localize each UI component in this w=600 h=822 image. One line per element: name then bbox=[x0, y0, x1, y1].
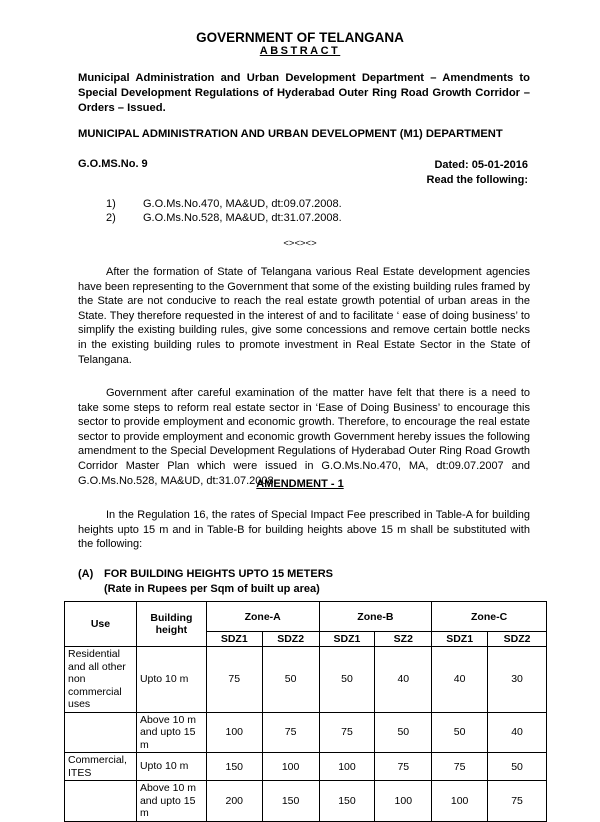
table-row bbox=[65, 781, 547, 822]
rate-cell: 100 bbox=[432, 781, 488, 822]
paragraph-text: In the Regulation 16, the rates of Special Impact Fee prescribed in Table-A for building heights upto 15 m and in Table-B for building heights above 15 m shall be substituted with the following: bbox=[78, 509, 530, 551]
rate-cell: 50 bbox=[432, 712, 488, 753]
rate-cell: 75 bbox=[432, 753, 488, 781]
table-row bbox=[65, 647, 547, 713]
paragraph-1 bbox=[78, 265, 530, 367]
rate-cell: 40 bbox=[432, 647, 488, 713]
table-row bbox=[65, 753, 547, 781]
paragraph-3 bbox=[78, 508, 530, 552]
rate-cell: 100 bbox=[319, 753, 375, 781]
height-cell: Above 10 m and upto 15 m bbox=[136, 781, 206, 822]
use-cell: Residential and all other non commercial uses bbox=[65, 647, 137, 713]
rate-cell: 50 bbox=[488, 753, 547, 781]
department-heading: MUNICIPAL ADMINISTRATION AND URBAN DEVELOPMENT (M1) DEPARTMENT bbox=[78, 128, 503, 140]
read-following: Read the following: bbox=[426, 174, 528, 186]
page-title: GOVERNMENT OF TELANGANA bbox=[196, 30, 404, 45]
reference-number: 2) bbox=[106, 212, 116, 224]
order-number: G.O.MS.No. 9 bbox=[78, 158, 148, 170]
rate-cell: 200 bbox=[206, 781, 262, 822]
header-building-height: Building height bbox=[136, 602, 206, 647]
paragraph-text: After the formation of State of Telangana various Real Estate development agencies have been representing to the Government that some of the existing building rules framed by the State are not conducive to reach the real estate growth potential of urban areas in the State. They therefore requested in the interest of and to facilitate ‘ ease of doing business’ to simplify the existing building rules, give some concessions and remove certain bottle necks in the existing building rules to promote investment in Real Estate Sector in the State of Telangana. bbox=[78, 266, 530, 366]
rate-cell: 50 bbox=[319, 647, 375, 713]
reference-number: 1) bbox=[106, 198, 116, 210]
rate-cell: 40 bbox=[375, 647, 432, 713]
reference-item bbox=[106, 211, 342, 225]
section-subtitle: (Rate in Rupees per Sqm of built up area) bbox=[104, 583, 320, 595]
subheader-cell: SDZ1 bbox=[206, 632, 262, 647]
rate-cell: 40 bbox=[488, 712, 547, 753]
rate-cell: 30 bbox=[488, 647, 547, 713]
rate-cell: 75 bbox=[262, 712, 319, 753]
reference-item bbox=[106, 197, 342, 211]
subheader-cell: SZ2 bbox=[375, 632, 432, 647]
subheader-cell: SDZ2 bbox=[262, 632, 319, 647]
rate-cell: 50 bbox=[375, 712, 432, 753]
header-zone-c: Zone-C bbox=[432, 602, 547, 632]
special-impact-fee-table bbox=[64, 601, 547, 822]
rate-cell: 100 bbox=[206, 712, 262, 753]
reference-text: G.O.Ms.No.470, MA&UD, dt:09.07.2008. bbox=[143, 198, 342, 210]
reference-list bbox=[106, 197, 342, 225]
reference-text: G.O.Ms.No.528, MA&UD, dt:31.07.2008. bbox=[143, 212, 342, 224]
header-zone-b: Zone-B bbox=[319, 602, 432, 632]
order-date: Dated: 05-01-2016 bbox=[434, 159, 528, 171]
rate-cell: 100 bbox=[262, 753, 319, 781]
header-use: Use bbox=[65, 602, 137, 647]
height-cell: Above 10 m and upto 15 m bbox=[136, 712, 206, 753]
table-header-row bbox=[65, 602, 547, 632]
paragraph-2 bbox=[78, 386, 530, 488]
order-subject: Municipal Administration and Urban Development Department – Amendments to Special Development Regulations of Hyderabad Outer Ring Road Growth Corridor – Orders – Issued. bbox=[78, 72, 530, 114]
paragraph-text: Government after careful examination of the matter have felt that there is a need to take some steps to reform real estate sector in ‘Ease of Doing Business’ to encourage this sector to provide employment and economic growth. Therefore, to encourage the real estate sector to provide employment and economic growth Government hereby issues the following amendment to the Special Development Regulations of Hyderabad Outer Ring Road Growth Corridor Master Plan which were issued in G.O.Ms.No.470, MA, dt:09.07.2007 and G.O.Ms.No.528, MA&UD, dt:31.07.2008. bbox=[78, 387, 530, 487]
section-label: (A) bbox=[78, 568, 94, 580]
subheader-cell: SDZ1 bbox=[319, 632, 375, 647]
rate-cell: 75 bbox=[488, 781, 547, 822]
order-date-block bbox=[350, 158, 528, 188]
subheader-cell: SDZ2 bbox=[488, 632, 547, 647]
height-cell: Upto 10 m bbox=[136, 753, 206, 781]
header-zone-a: Zone-A bbox=[206, 602, 319, 632]
rate-cell: 150 bbox=[206, 753, 262, 781]
rate-cell: 75 bbox=[375, 753, 432, 781]
section-separator: <><><> bbox=[283, 238, 317, 249]
abstract-heading: ABSTRACT bbox=[259, 45, 341, 57]
rate-cell: 75 bbox=[319, 712, 375, 753]
use-cell bbox=[65, 781, 137, 822]
use-cell bbox=[65, 712, 137, 753]
rate-cell: 150 bbox=[319, 781, 375, 822]
use-cell: Commercial, ITES bbox=[65, 753, 137, 781]
rate-cell: 100 bbox=[375, 781, 432, 822]
rate-cell: 75 bbox=[206, 647, 262, 713]
amendment-heading: AMENDMENT - 1 bbox=[256, 478, 344, 490]
rate-cell: 50 bbox=[262, 647, 319, 713]
table-row bbox=[65, 712, 547, 753]
height-cell: Upto 10 m bbox=[136, 647, 206, 713]
section-title: FOR BUILDING HEIGHTS UPTO 15 METERS bbox=[104, 568, 333, 580]
subheader-cell: SDZ1 bbox=[432, 632, 488, 647]
rate-cell: 150 bbox=[262, 781, 319, 822]
